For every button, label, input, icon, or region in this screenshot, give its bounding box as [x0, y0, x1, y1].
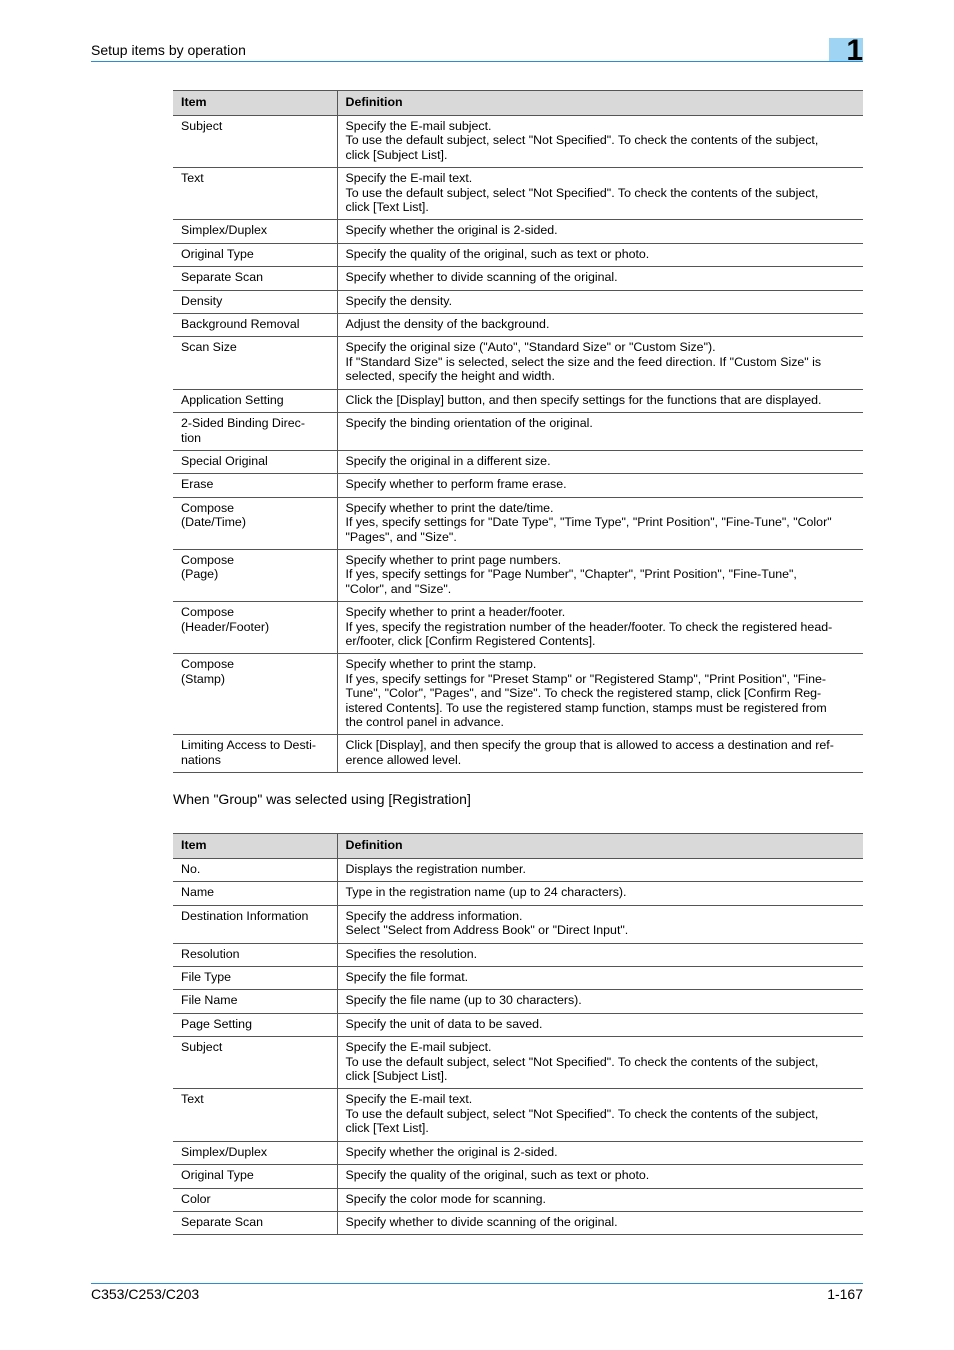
- item-label: Text: [181, 171, 204, 186]
- item-label: (Header/Footer): [181, 619, 270, 634]
- definition-text: Type in the registration name (up to 24 characters).: [345, 885, 627, 900]
- table-row: [173, 1089, 863, 1141]
- definition-cell: [337, 1165, 863, 1188]
- item-label: Compose: [181, 552, 235, 567]
- item-cell: [173, 905, 337, 943]
- definition-text: "Pages", and "Size".: [345, 529, 457, 544]
- definition-cell: [337, 1089, 863, 1141]
- table-row: [173, 1141, 863, 1164]
- column-header-item: Item: [173, 91, 337, 116]
- item-label: Subject: [181, 119, 223, 133]
- definition-text: Click [Display], and then specify the group that is allowed to access a destination and ref-: [345, 738, 834, 753]
- definition-cell: [337, 735, 863, 773]
- item-label: (Date/Time): [181, 515, 246, 530]
- definition-text: Select "Select from Address Book" or "Direct Input".: [345, 923, 629, 938]
- definition-cell: [337, 1211, 863, 1234]
- definition-text: Specify whether to print the stamp.: [345, 657, 537, 672]
- item-cell: [173, 1141, 337, 1164]
- item-label: Separate Scan: [181, 1214, 263, 1229]
- item-cell: [173, 243, 337, 266]
- definition-cell: [337, 337, 863, 389]
- definition-cell: [337, 882, 863, 905]
- table-row: [173, 967, 863, 990]
- definition-cell: [337, 549, 863, 601]
- table-row: [173, 1013, 863, 1036]
- definition-text: Tune", "Color", "Pages", and "Size". To check the registered stamp, click [Confirm Reg-: [345, 686, 822, 701]
- table-row: [173, 413, 863, 451]
- definition-cell: [337, 267, 863, 290]
- footer-model: C353/C253/C203: [91, 1286, 200, 1302]
- definition-text: To use the default subject, select "Not Specified". To check the contents of the subject,: [345, 185, 819, 200]
- column-header-item: Item: [173, 834, 337, 859]
- item-cell: [173, 967, 337, 990]
- definition-text: Adjust the density of the background.: [345, 317, 550, 332]
- column-header-definition: Definition: [337, 834, 863, 859]
- table-row: [173, 654, 863, 735]
- definition-text: the control panel in advance.: [345, 715, 504, 729]
- item-label: Density: [181, 293, 223, 308]
- table-row: [173, 990, 863, 1013]
- item-cell: [173, 654, 337, 735]
- definition-cell: [337, 1013, 863, 1036]
- footer-page-number: 1-167: [827, 1286, 863, 1302]
- item-cell: [173, 1013, 337, 1036]
- item-cell: [173, 497, 337, 549]
- table-row: [173, 243, 863, 266]
- chapter-tab: [829, 34, 863, 67]
- definition-cell: [337, 905, 863, 943]
- item-cell: [173, 116, 337, 168]
- definition-text: Specify the original in a different size.: [345, 453, 551, 468]
- item-label: Subject: [181, 1040, 223, 1055]
- item-label: (Stamp): [181, 671, 226, 686]
- definition-text: Specify whether the original is 2-sided.: [345, 1144, 558, 1159]
- item-cell: [173, 990, 337, 1013]
- definition-text: Displays the registration number.: [345, 862, 526, 876]
- definition-text: Specify whether to print a header/footer.: [345, 605, 566, 620]
- item-label: Original Type: [181, 1168, 254, 1183]
- table-row: [173, 220, 863, 243]
- definition-cell: [337, 497, 863, 549]
- definition-cell: [337, 220, 863, 243]
- definition-text: Specify whether to print page numbers.: [345, 552, 562, 567]
- definition-text: click [Text List].: [345, 200, 429, 215]
- item-cell: [173, 450, 337, 473]
- table-row: [173, 267, 863, 290]
- table-row: [173, 1211, 863, 1234]
- item-label: Simplex/Duplex: [181, 1144, 268, 1159]
- table-row: [173, 116, 863, 168]
- table-row: [173, 735, 863, 773]
- definition-cell: [337, 967, 863, 990]
- definition-text: click [Text List].: [345, 1121, 429, 1136]
- definition-text: Specify whether to perform frame erase.: [345, 477, 567, 492]
- chapter-number: 1: [846, 34, 863, 67]
- definition-cell: [337, 290, 863, 313]
- item-label: Erase: [181, 477, 214, 492]
- item-cell: [173, 1089, 337, 1141]
- item-cell: [173, 1165, 337, 1188]
- definition-text: Specify the unit of data to be saved.: [345, 1016, 543, 1031]
- item-cell: [173, 267, 337, 290]
- item-label: Special Original: [181, 453, 268, 468]
- item-cell: [173, 389, 337, 412]
- item-label: (Page): [181, 567, 219, 582]
- definition-text: Specify whether to print the date/time.: [345, 500, 554, 515]
- definition-cell: [337, 168, 863, 220]
- table-row: [173, 602, 863, 654]
- item-cell: [173, 1188, 337, 1211]
- table-row: [173, 337, 863, 389]
- table-row: [173, 905, 863, 943]
- item-label: Compose: [181, 605, 235, 620]
- footer-divider: [91, 1283, 863, 1284]
- item-label: 2-Sided Binding Direc-: [181, 416, 305, 431]
- definition-text: selected, specify the height and width.: [345, 369, 555, 384]
- table-row: [173, 1037, 863, 1089]
- definition-text: istered Contents]. To use the registered stamp function, stamps must be registered from: [345, 700, 827, 715]
- definition-cell: [337, 943, 863, 966]
- item-cell: [173, 413, 337, 451]
- item-label: Simplex/Duplex: [181, 223, 268, 238]
- item-cell: [173, 859, 337, 882]
- section-caption: When "Group" was selected using [Registration]: [173, 791, 471, 807]
- item-cell: [173, 1037, 337, 1089]
- item-cell: [173, 314, 337, 337]
- table-row: [173, 168, 863, 220]
- definition-text: Specify the original size ("Auto", "Standard Size" or "Custom Size").: [345, 340, 716, 355]
- definition-cell: [337, 116, 863, 168]
- definition-text: Specify the file name (up to 30 characters).: [345, 993, 582, 1008]
- definition-text: Specify the density.: [345, 293, 453, 308]
- definition-text: If yes, specify settings for "Page Number", "Chapter", "Print Position", "Fine-Tune",: [345, 567, 797, 582]
- item-label: Color: [181, 1191, 211, 1206]
- definition-text: To use the default subject, select "Not Specified". To check the contents of the subject,: [345, 1106, 819, 1121]
- item-cell: [173, 735, 337, 773]
- page-header-title: Setup items by operation: [91, 42, 246, 58]
- definition-text: "Color", and "Size".: [345, 581, 452, 596]
- item-label: Name: [181, 885, 215, 900]
- definition-text: er/footer, click [Confirm Registered Contents].: [345, 633, 596, 648]
- definition-cell: [337, 990, 863, 1013]
- item-cell: [173, 1211, 337, 1234]
- settings-table-group: [173, 833, 863, 1235]
- item-label: Compose: [181, 500, 235, 515]
- item-cell: [173, 882, 337, 905]
- table-header-row: [173, 91, 863, 116]
- definition-cell: [337, 450, 863, 473]
- column-header-definition: Definition: [337, 91, 863, 116]
- definition-text: To use the default subject, select "Not Specified". To check the contents of the subject,: [345, 1054, 819, 1069]
- item-label: Destination Information: [181, 908, 309, 923]
- definition-cell: [337, 1037, 863, 1089]
- definition-cell: [337, 389, 863, 412]
- header-divider: [91, 61, 863, 62]
- item-label: tion: [181, 430, 201, 445]
- definition-text: erence allowed level.: [345, 752, 462, 767]
- definition-text: Specify the file format.: [345, 970, 469, 985]
- table-row: [173, 1188, 863, 1211]
- item-cell: [173, 549, 337, 601]
- item-label: File Type: [181, 970, 232, 985]
- item-cell: [173, 474, 337, 497]
- definition-cell: [337, 1188, 863, 1211]
- definition-text: Specify the quality of the original, such as text or photo.: [345, 246, 650, 261]
- settings-table-primary: [173, 90, 863, 773]
- item-label: Background Removal: [181, 317, 300, 332]
- definition-text: Specify whether to divide scanning of the original.: [345, 1214, 618, 1229]
- item-cell: [173, 943, 337, 966]
- table-row: [173, 450, 863, 473]
- item-label: Scan Size: [181, 340, 237, 355]
- table-row: [173, 474, 863, 497]
- table-row: [173, 859, 863, 882]
- table-row: [173, 497, 863, 549]
- definition-cell: [337, 1141, 863, 1164]
- definition-cell: [337, 413, 863, 451]
- definition-text: Specify the E-mail subject.: [345, 119, 492, 133]
- item-label: No.: [181, 862, 201, 876]
- definition-text: Specify the E-mail subject.: [345, 1040, 492, 1055]
- definition-cell: [337, 474, 863, 497]
- definition-text: To use the default subject, select "Not Specified". To check the contents of the subject,: [345, 133, 819, 148]
- definition-text: Click the [Display] button, and then specify settings for the functions that are displayed.: [345, 392, 822, 407]
- table-row: [173, 943, 863, 966]
- item-label: nations: [181, 752, 221, 767]
- definition-cell: [337, 243, 863, 266]
- definition-text: Specify the address information.: [345, 908, 523, 923]
- definition-text: If yes, specify settings for "Preset Stamp" or "Registered Stamp", "Print Position", "Fine-: [345, 671, 826, 686]
- table-row: [173, 290, 863, 313]
- item-label: Page Setting: [181, 1016, 252, 1031]
- table-row: [173, 389, 863, 412]
- item-label: Text: [181, 1092, 204, 1107]
- definition-cell: [337, 314, 863, 337]
- item-cell: [173, 337, 337, 389]
- item-label: Separate Scan: [181, 270, 263, 285]
- definition-cell: [337, 654, 863, 735]
- table-row: [173, 1165, 863, 1188]
- definition-text: click [Subject List].: [345, 1069, 448, 1084]
- item-cell: [173, 602, 337, 654]
- item-label: Resolution: [181, 946, 240, 961]
- definition-text: click [Subject List].: [345, 147, 448, 162]
- table-header-row: [173, 834, 863, 859]
- definition-text: If "Standard Size" is selected, select the size and the feed direction. If "Custom Size" is: [345, 354, 822, 369]
- item-label: Compose: [181, 657, 235, 672]
- item-cell: [173, 168, 337, 220]
- definition-text: If yes, specify the registration number of the header/footer. To check the registered head-: [345, 619, 833, 634]
- definition-text: Specify the quality of the original, such as text or photo.: [345, 1168, 650, 1183]
- table-row: [173, 314, 863, 337]
- table-row: [173, 882, 863, 905]
- definition-text: Specify whether the original is 2-sided.: [345, 223, 558, 238]
- definition-text: Specify the binding orientation of the original.: [345, 416, 593, 431]
- definition-text: Specify whether to divide scanning of the original.: [345, 270, 618, 285]
- item-label: Original Type: [181, 246, 254, 261]
- definition-text: If yes, specify settings for "Date Type", "Time Type", "Print Position", "Fine-Tune", "Color": [345, 515, 832, 530]
- definition-cell: [337, 859, 863, 882]
- definition-text: Specify the color mode for scanning.: [345, 1191, 546, 1206]
- item-label: Limiting Access to Desti-: [181, 738, 316, 753]
- item-cell: [173, 220, 337, 243]
- definition-cell: [337, 602, 863, 654]
- definition-text: Specify the E-mail text.: [345, 1092, 473, 1107]
- item-cell: [173, 290, 337, 313]
- item-label: File Name: [181, 993, 238, 1008]
- definition-text: Specify the E-mail text.: [345, 171, 473, 186]
- table-row: [173, 549, 863, 601]
- definition-text: Specifies the resolution.: [345, 946, 478, 961]
- item-label: Application Setting: [181, 392, 284, 407]
